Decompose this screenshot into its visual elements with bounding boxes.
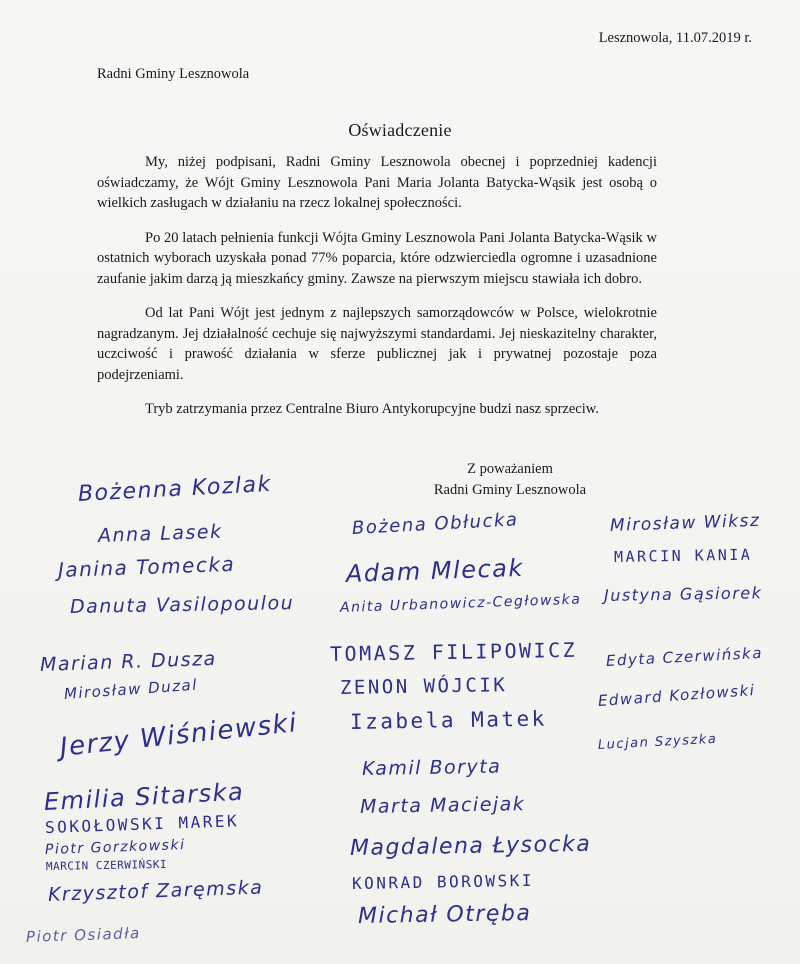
- signature: Bożenna Kozlak: [77, 471, 273, 507]
- place-and-date: Lesznowola, 11.07.2019 r.: [598, 30, 752, 46]
- signature: Izabela Matek: [349, 706, 548, 734]
- signature: Mirosław Wiksz: [609, 510, 761, 536]
- signature: Janina Tomecka: [57, 551, 236, 582]
- signature: MARCIN CZERWIŃSKI: [45, 857, 168, 873]
- signature: MARCIN KANIA: [613, 545, 753, 566]
- signature: Piotr Gorzkowski: [44, 837, 186, 858]
- signature: Anna Lasek: [97, 520, 223, 547]
- signature: Adam Mlecak: [345, 553, 525, 588]
- closing-signatories: Radni Gminy Lesznowola: [433, 482, 587, 498]
- paragraph-4: Tryb zatrzymania przez Centralne Biuro Antykorupcyjne budzi nasz sprzeciw.: [145, 401, 599, 417]
- signature: Danuta Vasilopoulou: [69, 592, 295, 618]
- signature: Mirosław Duzal: [63, 675, 199, 703]
- paragraph-2: Po 20 latach pełnienia funkcji Wójta Gminy Lesznowola Pani Jolanta Batycka-Wąsik w ostatnich wyborach uzyskała ponad 77% poparcia, które odzwierciedla ogromne i uzasadnione zaufanie jakim darzą ją mieszkańcy gminy. Zawsze na pierwszym miejscu stawiała ich dobro.: [97, 229, 657, 287]
- signature: Michał Otręba: [357, 900, 532, 929]
- recipient: Radni Gminy Lesznowola: [97, 66, 250, 82]
- signature: Justyna Gąsiorek: [603, 583, 763, 605]
- signature: Edyta Czerwińska: [605, 643, 764, 670]
- closing-regards: Z poważaniem: [467, 461, 553, 477]
- signature: ZENON WÓJCIK: [339, 674, 508, 699]
- signature: Magdalena Łysocka: [349, 831, 592, 861]
- signature: KONRAD BOROWSKI: [351, 870, 535, 893]
- signature: Marian R. Dusza: [39, 647, 218, 676]
- signature: Anita Urbanowicz-Cegłowska: [339, 591, 582, 616]
- paragraph-1: My, niżej podpisani, Radni Gminy Lesznowola obecnej i poprzedniej kadencji oświadczamy, że Wójt Gminy Lesznowola Pani Maria Jolanta Batycka-Wąsik jest osobą o wielkich zasługach w działaniu na rzecz lokalnej społeczności.: [97, 154, 657, 211]
- signature: Kamil Boryta: [361, 755, 502, 780]
- document-title: Oświadczenie: [348, 120, 452, 140]
- paragraph-3: Od lat Pani Wójt jest jednym z najlepszych samorządowców w Polsce, wielokrotnie nagradzanym. Jej działalność cechuje się najwyższymi standardami. Jej nieskazitelny charakter, uczciwość i prawość działania w sferze publicznej jak i prywatnej pozostaje poza podejrzeniami.: [97, 305, 657, 383]
- signature: TOMASZ FILIPOWICZ: [329, 637, 578, 666]
- signature: SOKOŁOWSKI MAREK: [44, 811, 240, 837]
- signature: Bożena Obłucka: [351, 509, 519, 539]
- signature: Jerzy Wiśniewski: [58, 708, 300, 763]
- signature: Lucjan Szyszka: [597, 731, 718, 753]
- signature: Edward Kozłowski: [597, 681, 756, 710]
- signature: Marta Maciejak: [359, 793, 526, 818]
- signature: Emilia Sitarska: [43, 777, 245, 816]
- signature: Krzysztof Zaręmska: [47, 876, 264, 906]
- signature: Piotr Osiadła: [25, 924, 141, 946]
